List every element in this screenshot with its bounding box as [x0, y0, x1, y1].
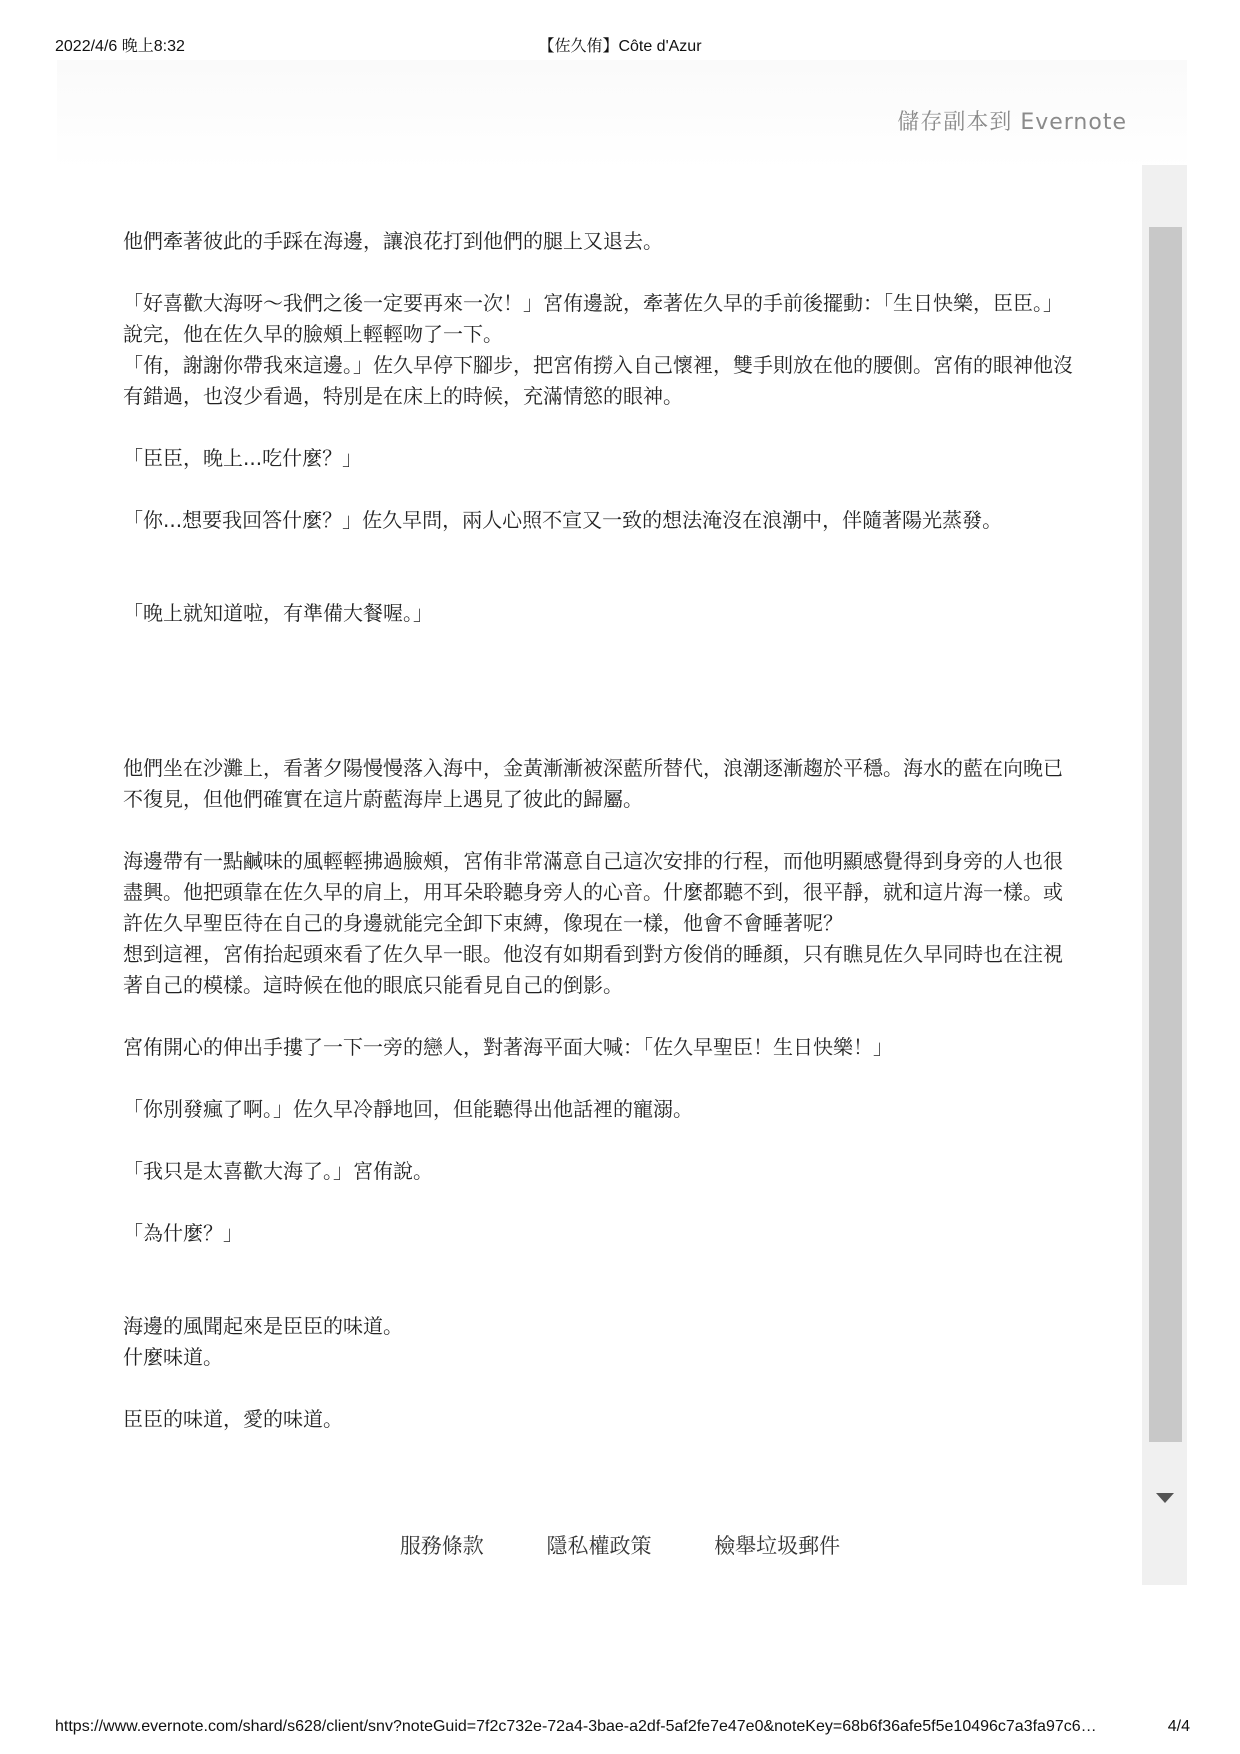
paragraph-10: 「我只是太喜歡大海了。」宮侑說。	[123, 1159, 433, 1183]
paragraph-3: 「臣臣，晚上...吃什麼？」	[123, 446, 363, 470]
note-content	[123, 226, 1073, 1435]
paragraph-4: 「你...想要我回答什麼？」佐久早問，兩人心照不宣又一致的想法淹沒在浪潮中，伴隨著陽光蒸發。	[123, 508, 1003, 532]
print-title: 【佐久侑】Côte d'Azur	[538, 38, 702, 55]
print-url: https://www.evernote.com/shard/s628/client/snv?noteGuid=7f2c732e-72a4-3bae-a2df-5af2fe7e47e0&noteKey=68b6f36afe5f5e10496c7a3fa97c6…	[55, 1718, 1097, 1735]
print-footer	[0, 1718, 1240, 1740]
paragraph-1: 他們牽著彼此的手踩在海邊，讓浪花打到他們的腿上又退去。	[123, 229, 663, 253]
paragraph-11: 「為什麼？」	[123, 1221, 243, 1245]
paragraph-12: 海邊的風聞起來是臣臣的味道。 什麼味道。	[123, 1314, 403, 1369]
paragraph-2: 「好喜歡大海呀～我們之後一定要再來一次！」宮侑邊說，牽著佐久早的手前後擺動：「生日快樂，臣臣。」說完，他在佐久早的臉頰上輕輕吻了一下。 「侑，謝謝你帶我來這邊。」佐久早停下腳步，把宮侑撈入自己懷裡，雙手則放在他的腰側。宮侑的眼神他沒有錯過，也沒少看過，特別是在床上的時候，充滿情慾的眼神。	[123, 291, 1073, 408]
terms-of-service-link[interactable]: 服務條款	[399, 1534, 484, 1558]
paragraph-8: 宮侑開心的伸出手摟了一下一旁的戀人，對著海平面大喊：「佐久早聖臣！生日快樂！」	[123, 1035, 893, 1059]
print-date: 2022/4/6 晚上8:32	[55, 38, 185, 55]
scroll-down-arrow-icon[interactable]	[1156, 1493, 1174, 1503]
save-to-evernote-button[interactable]: 儲存副本到 Evernote	[897, 110, 1127, 135]
page-number: 4/4	[1167, 1718, 1190, 1735]
privacy-policy-link[interactable]: 隱私權政策	[546, 1534, 652, 1558]
paragraph-9: 「你別發瘋了啊。」佐久早冷靜地回，但能聽得出他話裡的寵溺。	[123, 1097, 693, 1121]
scrollbar[interactable]	[1142, 165, 1187, 1585]
paragraph-13: 臣臣的味道，愛的味道。	[123, 1407, 343, 1431]
paragraph-7: 海邊帶有一點鹹味的風輕輕拂過臉頰，宮侑非常滿意自己這次安排的行程，而他明顯感覺得到身旁的人也很盡興。他把頭靠在佐久早的肩上，用耳朵聆聽身旁人的心音。什麼都聽不到，很平靜，就和這片海一樣。或許佐久早聖臣待在自己的身邊就能完全卸下束縛，像現在一樣，他會不會睡著呢？ 想到這裡，宮侑抬起頭來看了佐久早一眼。他沒有如期看到對方俊俏的睡顏，只有瞧見佐久早同時也在注視著自己的模樣。這時候在他的眼底只能看見自己的倒影。	[123, 849, 1063, 997]
scrollbar-thumb[interactable]	[1149, 227, 1182, 1442]
paragraph-6: 他們坐在沙灘上，看著夕陽慢慢落入海中，金黃漸漸被深藍所替代，浪潮逐漸趨於平穩。海水的藍在向晚已不復見，但他們確實在這片蔚藍海岸上遇見了彼此的歸屬。	[123, 756, 1063, 811]
paragraph-5: 「晚上就知道啦，有準備大餐喔。」	[123, 601, 433, 625]
print-header	[0, 33, 1240, 55]
footer-links	[0, 1530, 1240, 1560]
report-spam-link[interactable]: 檢舉垃圾郵件	[714, 1534, 841, 1558]
